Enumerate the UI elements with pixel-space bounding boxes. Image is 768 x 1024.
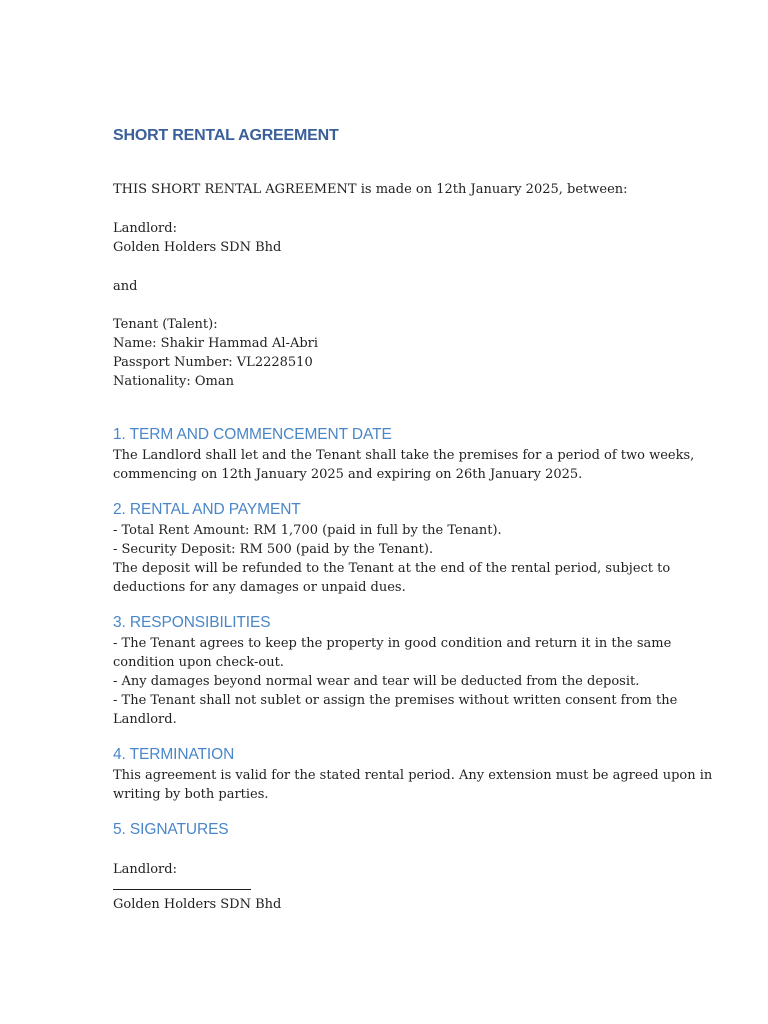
section-body-termination — [113, 766, 713, 804]
signature-landlord-label: Landlord: — [113, 862, 177, 877]
section-body-term — [113, 446, 695, 484]
section-line: Landlord. — [113, 712, 177, 727]
section-line: - The Tenant shall not sublet or assign the premises without written consent from the — [113, 693, 678, 708]
section-body-rental — [113, 521, 671, 597]
section-heading-responsibilities: 3. RESPONSIBILITIES — [113, 614, 271, 631]
section-line: - Security Deposit: RM 500 (paid by the Tenant). — [113, 542, 434, 557]
section-line: deductions for any damages or unpaid dues. — [113, 580, 406, 595]
signature-block — [113, 860, 653, 914]
section-line: condition upon check-out. — [113, 655, 284, 670]
section-line: - Total Rent Amount: RM 1,700 (paid in full by the Tenant). — [113, 523, 502, 538]
tenant-name: Name: Shakir Hammad Al-Abri — [113, 336, 319, 351]
and-text: and — [113, 279, 138, 294]
tenant-passport: Passport Number: VL2228510 — [113, 355, 313, 370]
section-line: The deposit will be refunded to the Tenant at the end of the rental period, subject to — [113, 561, 671, 576]
signature-line — [113, 889, 251, 890]
tenant-block — [113, 315, 653, 391]
tenant-nationality: Nationality: Oman — [113, 374, 234, 389]
section-heading-rental: 2. RENTAL AND PAYMENT — [113, 501, 301, 518]
document-title: SHORT RENTAL AGREEMENT — [113, 127, 339, 144]
and-paragraph — [113, 277, 653, 296]
section-line: - Any damages beyond normal wear and tear will be deducted from the deposit. — [113, 674, 640, 689]
landlord-name: Golden Holders SDN Bhd — [113, 240, 282, 255]
section-line: - The Tenant agrees to keep the property in good condition and return it in the same — [113, 636, 672, 651]
intro-text: THIS SHORT RENTAL AGREEMENT is made on 12th January 2025, between: — [113, 182, 628, 197]
intro-paragraph — [113, 180, 653, 199]
section-line: commencing on 12th January 2025 and expiring on 26th January 2025. — [113, 467, 583, 482]
section-body-responsibilities — [113, 634, 678, 729]
landlord-label: Landlord: — [113, 221, 177, 236]
tenant-label: Tenant (Talent): — [113, 317, 218, 332]
landlord-block — [113, 219, 653, 257]
signature-landlord-name: Golden Holders SDN Bhd — [113, 897, 282, 912]
section-heading-term: 1. TERM AND COMMENCEMENT DATE — [113, 426, 392, 443]
section-heading-termination: 4. TERMINATION — [113, 746, 235, 763]
section-line: The Landlord shall let and the Tenant shall take the premises for a period of two weeks, — [113, 448, 695, 463]
section-line: writing by both parties. — [113, 787, 269, 802]
section-heading-signatures: 5. SIGNATURES — [113, 821, 229, 838]
section-line: This agreement is valid for the stated rental period. Any extension must be agreed upon in — [113, 768, 713, 783]
